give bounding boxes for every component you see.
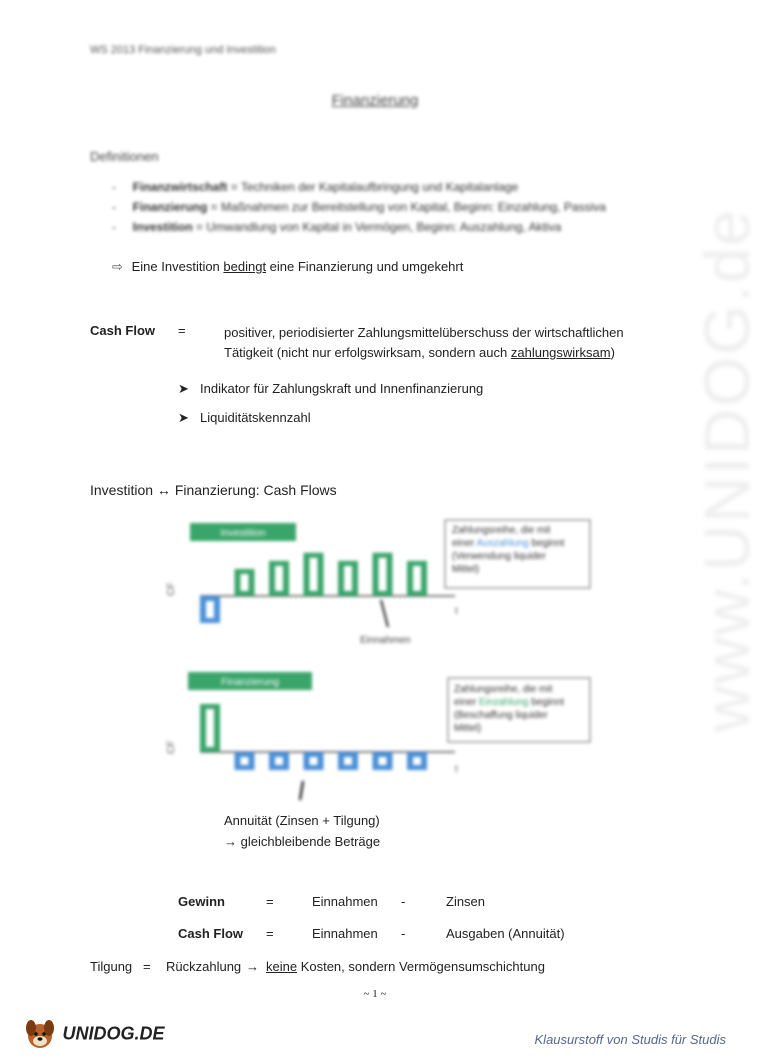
top-note-l3: (Verwendung liquider [452,551,546,562]
cash-flow-point: ➤ Indikator für Zahlungskraft und Innenfinanzierung [178,381,484,396]
definition-text: = Techniken der Kapitalaufbringung und Kapitalanlage [227,180,519,194]
top-axis-y: CF [166,582,177,596]
top-bars [200,553,427,623]
page-number: ~ 1 ~ [363,988,387,1000]
cash-flow-definition: positiver, periodisierter Zahlungsmittelüberschuss der wirtschaftlichen Tätigkeit (nicht nur erfolgswirksam, sondern auch zahlungswirksam) [224,325,624,360]
definition-term: Finanzwirtschaft [132,180,228,194]
top-note-l4: Mittel) [452,564,480,575]
page-title: Finanzierung [331,92,419,109]
bottom-cash-flow-bar-inner [413,757,421,765]
bottom-bars [200,704,427,770]
arrow-bullet-icon: ➤ [178,381,189,396]
top-cash-flow-bar-inner [206,601,214,618]
bottom-cash-flow-bar-inner [344,757,352,765]
bottom-note-l4: Mittel) [454,723,482,734]
top-cash-flow-bar-inner [413,566,421,591]
annuity-note: Annuität (Zinsen + Tilgung) → gleichbleibende Beträge [224,813,381,849]
top-cash-flow-bar-inner [275,566,283,591]
definition-text: = Umwandlung von Kapital in Vermögen, Beginn: Auszahlung, Aktiva [192,220,562,234]
top-axis-t: t [455,606,458,617]
watermark: www.UNIDOG.de [691,208,763,732]
bottom-annotation-arrow [300,781,303,800]
bottom-note-l3: (Beschaffung liquider [454,710,548,721]
definition-text: = Maßnahmen zur Bereitstellung von Kapital, Beginn: Einzahlung, Passiva [207,200,606,214]
cash-flow-point: ➤ Liquiditätskennzahl [178,410,311,425]
definition-item: - Finanzwirtschaft = Techniken der Kapitalaufbringung und Kapitalanlage [112,180,519,194]
definition-item: - Investition = Umwandlung von Kapital in Vermögen, Beginn: Auszahlung, Aktiva [112,220,562,234]
top-cash-flow-bar-inner [241,574,249,591]
top-note-l1: Zahlungsreihe, die mit [452,525,551,536]
top-note-l2: einer Auszahlung beginnt [452,538,565,549]
definition-item: - Finanzierung = Maßnahmen zur Bereitstellung von Kapital, Beginn: Einzahlung, Passiva [112,200,606,214]
section-title: Investition ↔ Finanzierung: Cash Flows [90,482,337,498]
cash-flow-eq: = [178,323,186,338]
cash-flow-label: Cash Flow [90,323,156,338]
bottom-chart-label: Finanzierung [221,677,279,688]
bottom-cash-flow-bar-inner [206,709,214,747]
footer-slogan: Klausurstoff von Studis für Studis [534,1032,726,1047]
bottom-note-l2: einer Einzahlung beginnt [454,697,565,708]
bottom-cash-flow-bar-inner [275,757,283,765]
document-header: WS 2013 Finanzierung und Investition [90,44,276,56]
bottom-cash-flow-bar-inner [241,757,249,765]
definitions-conclusion: ⇨ Eine Investition bedingt eine Finanzierung und umgekehrt [112,259,464,274]
implies-arrow-icon: ⇨ [112,259,123,274]
bottom-note-l1: Zahlungsreihe, die mit [454,684,553,695]
top-cash-flow-bar-inner [344,566,352,591]
arrow-bullet-icon: ➤ [178,410,189,425]
top-cash-flow-bar-inner [310,558,318,591]
top-chart-label: Investition [220,528,266,539]
definitions-heading: Definitionen [90,149,159,164]
dog-icon [22,1016,58,1052]
bottom-cash-flow-bar-inner [310,757,318,765]
bottom-cash-flow-bar-inner [379,757,387,765]
unidog-logo: UNIDOG.DE [22,1016,164,1052]
top-annotation: Einnahmen [360,635,411,646]
definition-term: Finanzierung [132,200,208,214]
calc-row-gewinn: Gewinn = Einnahmen - Zinsen [178,894,486,909]
tilgung-line: Tilgung = Rückzahlung → keine Kosten, sondern Vermögensumschichtung [90,959,545,974]
bottom-axis-t: t [455,764,458,775]
top-annotation-arrow [381,600,388,627]
bottom-axis-y: CF [166,740,177,754]
top-cash-flow-bar-inner [379,558,387,591]
definition-term: Investition [132,220,193,234]
calc-row-cashflow: Cash Flow = Einnahmen - Ausgaben (Annuität) [178,926,565,941]
